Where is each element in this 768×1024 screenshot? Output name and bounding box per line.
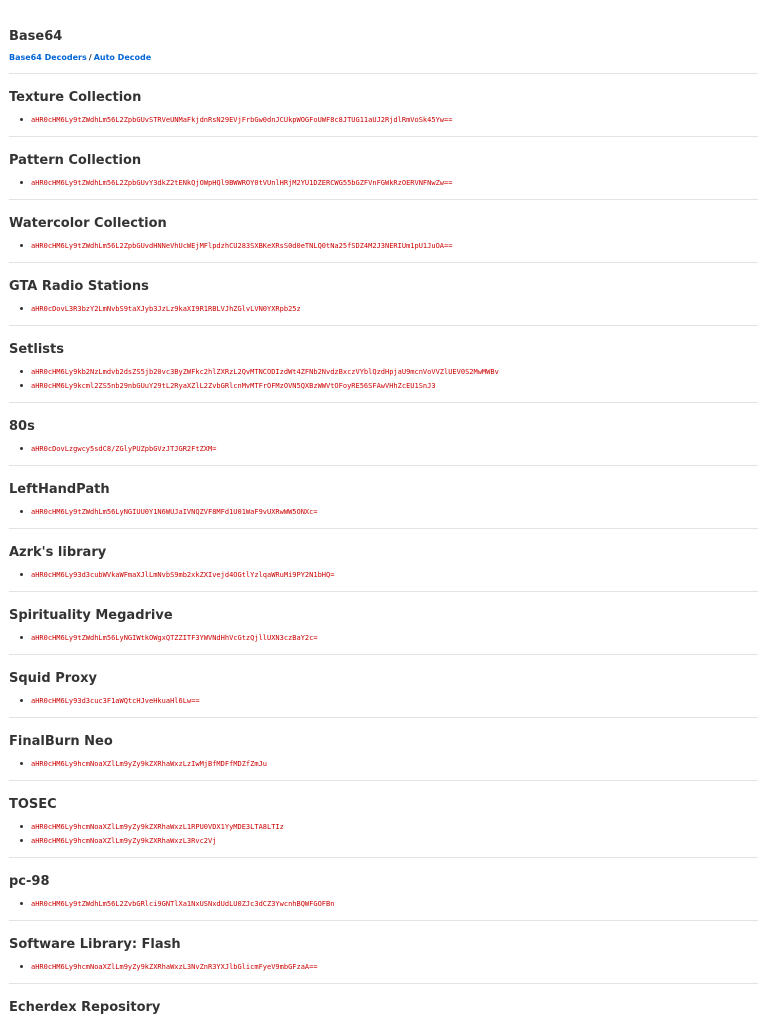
section-title: Setlists: [9, 342, 64, 357]
encoded-link-list: [9, 302, 758, 316]
list-item: [31, 960, 758, 974]
collection-section: [9, 858, 758, 921]
collection-section: [9, 529, 758, 592]
bullet-icon: [20, 370, 23, 373]
list-item: [31, 820, 758, 834]
collection-section: [9, 781, 758, 858]
encoded-link[interactable]: aHR0cHM6Ly9kb2NzLmdvb2dsZS5jb20vc3ByZWFkc2hlZXRzL2QvMTNCODIzdWt4ZFNb2NvdzBxczVYblQzdHpjaU9mcnVoVVZlUEV0S2MwMWBv: [31, 368, 499, 376]
encoded-link[interactable]: aHR0cHM6Ly9tZWdhLm56L2ZvbGRlci9GNTlXa1NxUSNxdUdLU0ZJc3dCZ3YwcnhBQWFGOFBn: [31, 900, 335, 908]
list-item: [31, 897, 758, 911]
list-item: [31, 302, 758, 316]
encoded-link-list: [9, 365, 758, 393]
section-title: Echerdex Repository: [9, 1000, 161, 1015]
collection-section: [9, 137, 758, 200]
section-title: Watercolor Collection: [9, 216, 167, 231]
bullet-icon: [20, 762, 23, 765]
breadcrumb-separator: /: [88, 53, 92, 62]
encoded-link-list: [9, 113, 758, 127]
section-title: pc-98: [9, 874, 50, 889]
encoded-link[interactable]: aHR0cHM6Ly9tZWdhLm56LyNGIWtkOWgxQTZZITF3YWVNdHhVcGtzQjllUXN3czBaY2c=: [31, 634, 318, 642]
collection-section: [9, 326, 758, 403]
encoded-link[interactable]: aHR0cHM6Ly9tZWdhLm56L2ZpbGUvSTRVeUNMaFkjdnRsN29EVjFrbGw0dnJCUkpWOGFoUWF8c8JTUG11aUJ2RjdlRmVoSk45Yw==: [31, 116, 453, 124]
section-title: 80s: [9, 419, 35, 434]
collection-section: [9, 74, 758, 137]
breadcrumb-auto-decode-link[interactable]: Auto Decode: [93, 53, 152, 62]
encoded-link[interactable]: aHR0cHM6Ly9hcmNoaXZlLm9yZy9kZXRhaWxzL1RPU0VDX1YyMDE3LTA8LTIz: [31, 823, 284, 831]
section-title: FinalBurn Neo: [9, 734, 113, 749]
encoded-link[interactable]: aHR0cHM6Ly9tZWdhLm56LyNGIUU0Y1N6WUJaIVNQZVF8MFd1U01WaF9vUXRwWW5ONXc=: [31, 508, 318, 516]
bullet-icon: [20, 965, 23, 968]
collection-section: [9, 403, 758, 466]
encoded-link[interactable]: aHR0cHM6Ly9kcml2ZS5nb29nbGUuY29tL2RyaXZlL2ZvbGRlcnMvMTFrOFMzOVN5QXBzWWVtOFoyRE56SFAwVHhZcEU1SnJ3: [31, 382, 436, 390]
bullet-icon: [20, 510, 23, 513]
collection-section: [9, 592, 758, 655]
encoded-link-list: [9, 631, 758, 645]
encoded-link-list: [9, 897, 758, 911]
list-item: [31, 834, 758, 848]
bullet-icon: [20, 118, 23, 121]
collection-section: [9, 655, 758, 718]
list-item: [31, 568, 758, 582]
breadcrumb: [9, 52, 759, 64]
encoded-link[interactable]: aHR0cHM6Ly9hcmNoaXZlLm9yZy9kZXRhaWxzL3Rvc2Vj: [31, 837, 217, 845]
encoded-link[interactable]: aHR0cHM6Ly9hcmNoaXZlLm9yZy9kZXRhaWxzLzIwMjBfMDFfMDZfZmJu: [31, 760, 268, 768]
list-item: [31, 631, 758, 645]
list-item: [31, 239, 758, 253]
encoded-link[interactable]: aHR0cHM6Ly93d3cubWVkaWFmaXJlLmNvbS9mb2xkZXIvejd4OGtlYzlqaWRuMi9PY2N1bHQ=: [31, 571, 335, 579]
encoded-link[interactable]: aHR0cDovLzgwcy5sdC8/ZGlyPUZpbGVzJTJGR2FtZXM=: [31, 445, 217, 453]
section-title: Squid Proxy: [9, 671, 97, 686]
list-item: [31, 176, 758, 190]
list-item: [31, 113, 758, 127]
section-title: LeftHandPath: [9, 482, 110, 497]
encoded-link-list: [9, 442, 758, 456]
section-title: GTA Radio Stations: [9, 279, 149, 294]
bullet-icon: [20, 244, 23, 247]
bullet-icon: [20, 825, 23, 828]
collection-section: [9, 921, 758, 984]
section-title: Azrk's library: [9, 545, 107, 560]
encoded-link[interactable]: aHR0cHM6Ly93d3cuc3F1aWQtcHJveHkuaHl6Lw==: [31, 697, 200, 705]
encoded-link-list: [9, 568, 758, 582]
collection-section: [9, 984, 758, 1016]
list-item: [31, 694, 758, 708]
section-title: TOSEC: [9, 797, 57, 812]
list-item: [31, 757, 758, 771]
list-item: [31, 365, 758, 379]
bullet-icon: [20, 636, 23, 639]
encoded-link-list: [9, 757, 758, 771]
bullet-icon: [20, 181, 23, 184]
breadcrumb-base64-decoders-link[interactable]: Base64 Decoders: [9, 53, 87, 62]
section-title: Pattern Collection: [9, 153, 142, 168]
bullet-icon: [20, 902, 23, 905]
encoded-link-list: [9, 176, 758, 190]
collection-section: [9, 718, 758, 781]
section-title: Software Library: Flash: [9, 937, 181, 952]
encoded-link-list: [9, 960, 758, 974]
encoded-link-list: [9, 505, 758, 519]
section-title: Texture Collection: [9, 90, 142, 105]
bullet-icon: [20, 573, 23, 576]
encoded-link[interactable]: aHR0cHM6Ly9hcmNoaXZlLm9yZy9kZXRhaWxzL3NvZnR3YXJlbGlicmFyeV9mbGFzaA==: [31, 963, 318, 971]
encoded-link-list: [9, 239, 758, 253]
bullet-icon: [20, 447, 23, 450]
bullet-icon: [20, 699, 23, 702]
list-item: [31, 505, 758, 519]
bullet-icon: [20, 384, 23, 387]
list-item: [31, 379, 758, 393]
section-title: Spirituality Megadrive: [9, 608, 173, 623]
collection-section: [9, 200, 758, 263]
encoded-link[interactable]: aHR0cHM6Ly9tZWdhLm56L2ZpbGUvY3dkZ2tENkQjOWpHQl9BWWROY0tVUnlHRjM2YU1DZERCWG55bGZFVnFGWkRzOERVNFNwZw==: [31, 179, 453, 187]
bullet-icon: [20, 307, 23, 310]
encoded-link[interactable]: aHR0cHM6Ly9tZWdhLm56L2ZpbGUvdHNNeVhUcWEjMFlpdzhCU283SXBKeXRsS0d0eTNLQ0tNa25fSDZ4M2J3NERIUm1pU1JuOA==: [31, 242, 453, 250]
collection-section: [9, 263, 758, 326]
list-item: [31, 442, 758, 456]
encoded-link-list: [9, 694, 758, 708]
page-title: Base64: [9, 29, 63, 44]
encoded-link[interactable]: aHR0cDovL3R3bzY2LmNvbS9taXJyb3JzLz9kaXI9R1RBLVJhZGlvLVN0YXRpb25z: [31, 305, 301, 313]
collection-section: [9, 466, 758, 529]
bullet-icon: [20, 839, 23, 842]
section-list: [9, 74, 759, 1016]
encoded-link-list: [9, 820, 758, 848]
